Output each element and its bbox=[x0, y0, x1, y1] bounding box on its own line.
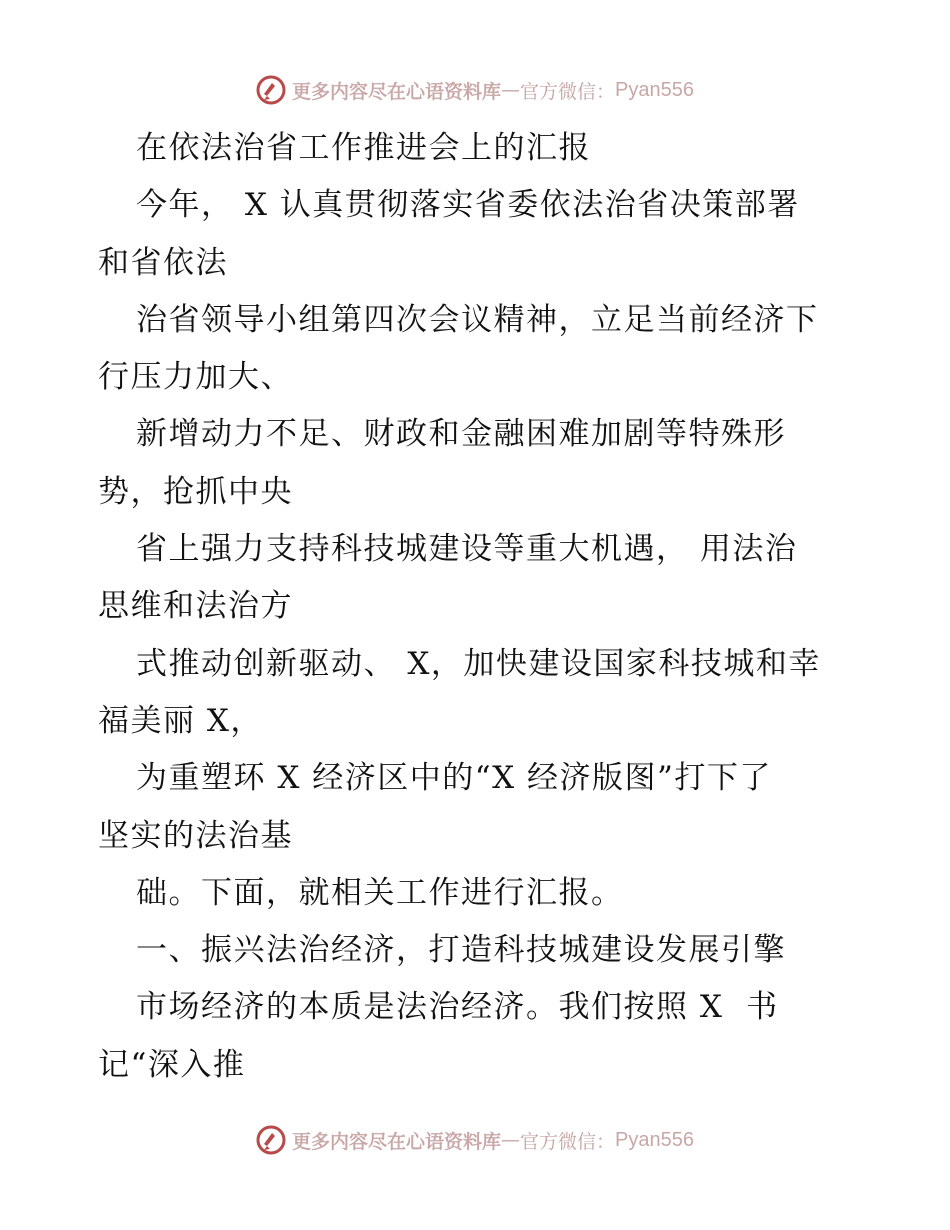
banner-wechat-label: 官方微信： bbox=[520, 80, 616, 103]
footer-banner bbox=[0, 1120, 950, 1160]
paragraph-line: 和省依法 bbox=[98, 244, 228, 281]
paragraph-line: 治省领导小组第四次会议精神，立足当前经济下 bbox=[136, 301, 819, 338]
paragraph-line: 势，抢抓中央 bbox=[98, 473, 293, 510]
brand-logo-icon bbox=[256, 1125, 286, 1155]
paragraph-line: 式推动创新驱动、 X，加快建设国家科技城和幸 bbox=[136, 645, 821, 682]
brand-logo-icon bbox=[256, 75, 286, 105]
banner-brand-text: 更多内容尽在心语资料库 bbox=[292, 80, 502, 103]
paragraph-line: 坚实的法治基 bbox=[98, 817, 293, 854]
paragraph-line: 础。下面，就相关工作进行汇报。 bbox=[136, 874, 624, 911]
document-title: 在依法治省工作推进会上的汇报 bbox=[136, 130, 591, 166]
paragraph-line: 福美丽 X， bbox=[98, 702, 263, 739]
banner-dash: — bbox=[501, 1129, 521, 1151]
paragraph-line: 新增动力不足、财政和金融困难加剧等特殊形 bbox=[136, 416, 786, 453]
paragraph-line: 市场经济的本质是法治经济。我们按照 X 书 bbox=[136, 989, 779, 1026]
document-body bbox=[98, 120, 858, 1094]
paragraph-line: 记“深入推 bbox=[98, 1046, 246, 1083]
paragraph-line: 省上强力支持科技城建设等重大机遇， 用法治 bbox=[136, 531, 798, 568]
banner-dash: — bbox=[501, 79, 521, 101]
paragraph-line: 思维和法治方 bbox=[98, 588, 293, 625]
header-banner bbox=[0, 70, 950, 110]
banner-wechat-id: Pyan556 bbox=[615, 78, 694, 101]
banner-wechat-label: 官方微信： bbox=[520, 1130, 616, 1153]
banner-brand-text: 更多内容尽在心语资料库 bbox=[292, 1130, 502, 1153]
section-heading: 一、振兴法治经济，打造科技城建设发展引擎 bbox=[136, 932, 786, 969]
paragraph-line: 为重塑环 X 经济区中的“X 经济版图”打下了 bbox=[136, 760, 772, 797]
paragraph-line: 行压力加大、 bbox=[98, 359, 293, 396]
banner-wechat-id: Pyan556 bbox=[615, 1128, 694, 1151]
paragraph-line: 今年， X 认真贯彻落实省委依法治省决策部署 bbox=[136, 187, 800, 224]
